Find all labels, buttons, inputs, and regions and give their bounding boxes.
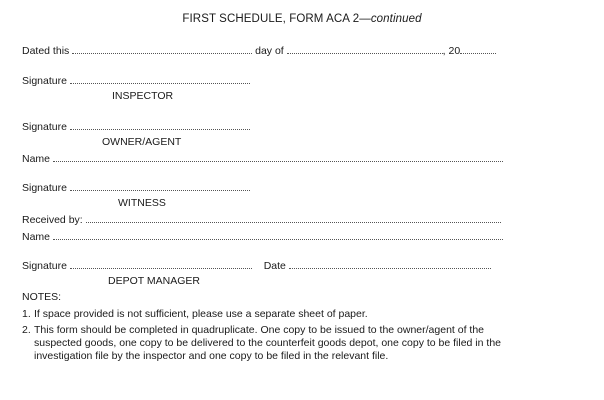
signature-label: Signature — [22, 182, 67, 194]
name-row-owner — [22, 152, 503, 166]
signature-field-owner[interactable] — [70, 120, 250, 130]
dated-this-label: Dated this — [22, 45, 70, 57]
year-label: , 20 — [442, 45, 461, 57]
form-title — [0, 12, 604, 26]
day-of-label: day of — [255, 45, 284, 57]
signature-row-inspector — [22, 74, 250, 88]
signature-label: Signature — [22, 75, 67, 87]
name-label: Name — [22, 153, 51, 165]
role-depot-manager: DEPOT MANAGER — [108, 275, 200, 287]
name-row-received — [22, 230, 503, 244]
name-field-received[interactable] — [53, 230, 503, 240]
note-text: This form should be completed in quadruplicate. One copy to be issued to the owner/agent of the suspected goods, one copy to be delivered to the counterfeit goods depot, one copy to be filed in the investigation file by the inspector and one copy to be filed in the relevant file. — [34, 324, 501, 363]
form-title-main: FIRST SCHEDULE, FORM ACA 2— — [182, 13, 371, 25]
signature-row-witness — [22, 181, 250, 195]
role-witness: WITNESS — [118, 197, 166, 209]
year-field[interactable] — [460, 44, 496, 54]
signature-row-depot — [22, 259, 491, 273]
received-by-label: Received by: — [22, 214, 83, 226]
signature-label: Signature — [22, 260, 67, 272]
notes-heading: NOTES: — [22, 291, 62, 303]
dated-this-field[interactable] — [72, 44, 252, 54]
day-of-field[interactable] — [287, 44, 443, 54]
signature-row-owner — [22, 120, 250, 134]
signature-field-witness[interactable] — [70, 181, 250, 191]
name-label: Name — [22, 231, 51, 243]
role-owner-agent: OWNER/AGENT — [102, 136, 182, 148]
received-by-row — [22, 213, 501, 227]
note-number: 2. — [22, 324, 31, 336]
received-by-field[interactable] — [86, 213, 501, 223]
note-text: If space provided is not sufficient, please use a separate sheet of paper. — [34, 308, 368, 320]
note-number: 1. — [22, 308, 31, 320]
signature-field-depot[interactable] — [70, 259, 252, 269]
signature-label: Signature — [22, 121, 67, 133]
signature-field-inspector[interactable] — [70, 74, 250, 84]
name-field-owner[interactable] — [53, 152, 503, 162]
date-field[interactable] — [289, 259, 491, 269]
date-label: Date — [263, 260, 286, 272]
dated-row — [22, 44, 496, 58]
form-title-continued: continued — [370, 13, 422, 25]
role-inspector: INSPECTOR — [112, 90, 174, 102]
